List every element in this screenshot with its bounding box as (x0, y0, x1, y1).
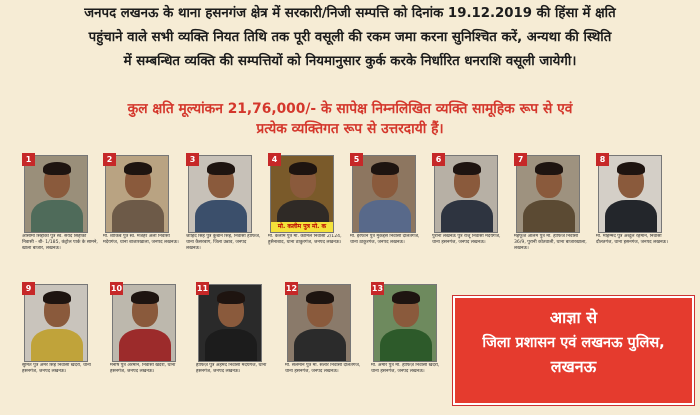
header-line-1: जनपद लखनऊ के थाना हसनगंज क्षेत्र में सरकारी/निजी सम्पत्ति को दिनांक 19.12.2019 की हिंसा में क्षति (84, 6, 616, 21)
authority-line-2: जिला प्रशासन एवं लखनऊ पुलिस, (482, 335, 665, 351)
person-photo (198, 284, 262, 362)
person-number-badge: 11 (196, 284, 209, 293)
person-caption: मो. अमीर पुत्र मो. हाफिज़ निवासी खदरा, थाना हसनगंज, जनपद लखनऊ। (371, 363, 440, 374)
person-number-badge: 4 (268, 153, 281, 166)
person-photo (434, 155, 498, 233)
header-line-2: पहुंचाने वाले सभी व्यक्ति नियत तिथि तक पूरी वसूली की रकम जमा करना सुनिश्चित करें, अन्यथा की स्थिति (88, 30, 612, 45)
person-photo (105, 155, 169, 233)
person-photo (24, 155, 88, 233)
authority-box (453, 296, 694, 405)
person-caption: ओसामा सिद्दीकी पुत्र स्व. सैयद सिद्दीकी निवासी - बी- 1/185, कंट्रोल पार्क के सामने, खाला बाजार, लखनऊ। (22, 234, 98, 251)
person-caption: जाहिद सिंह पुत्र कुर्बान सिंह, निवासी हाफिज, थाना कैसरबाग, जिला उन्नाव, जनपद लखनऊ। (186, 234, 261, 251)
person-photo (188, 155, 252, 233)
person-number-badge: 6 (432, 153, 445, 166)
authority-line-3: लखनऊ (550, 357, 597, 376)
header-line-3: में सम्बन्धित व्यक्ति की सम्पत्तियों को नियमानुसार कुर्क करके निर्धारित धनराशि वसूली जायेगी। (123, 54, 577, 69)
person-number-badge: 8 (596, 153, 609, 166)
authority-line-1: आज्ञा से (549, 308, 598, 327)
person-name-tag: मो. कलीम पुत्र मो. क (271, 222, 333, 232)
person-caption: मो. कलीम पुत्र मो. कामिल निवासी 2/124, हुसैनाबाद, थाना ठाकुरगंज, जनपद लखनऊ। (268, 234, 342, 245)
person-caption: मो. इरफान पुत्र मुकद्दस निवासी दौलतगंज, थाना ठाकुरगंज, जनपद लखनऊ। (350, 234, 420, 245)
person-caption: मो. मोहम्मद पुत्र अब्दुल रहमान, निवासी दौलतगंज, थाना हसनगंज, जनपद लखनऊ। (596, 234, 668, 245)
person-number-badge: 3 (186, 153, 199, 166)
person-number-badge: 7 (514, 153, 527, 166)
damage-assessment-subheading (30, 99, 670, 139)
person-photo (287, 284, 351, 362)
subheading-line-2: प्रत्येक व्यक्तिगत रूप से उत्तरदायी हैं। (256, 121, 444, 137)
person-photo (352, 155, 416, 233)
person-photo (516, 155, 580, 233)
person-photo (112, 284, 176, 362)
person-number-badge: 12 (285, 284, 298, 293)
person-number-badge: 5 (350, 153, 363, 166)
person-photo (270, 155, 334, 233)
person-number-badge: 9 (22, 282, 35, 295)
person-number-badge: 1 (22, 153, 35, 166)
person-caption: मो. सलमान पुत्र मो. सलार निवासी दौलतगंज, थाना हसनगंज, जनपद लखनऊ। (285, 363, 361, 374)
person-photo (598, 155, 662, 233)
person-number-badge: 13 (371, 284, 384, 293)
person-caption: मो. शाकिब पुत्र स्व. मजहर अली निवासी मदेयगंज, थाना बाजारखाला, जनपद लखनऊ। (103, 234, 179, 245)
person-photo (24, 284, 88, 362)
person-caption: मनीष पुत्र अरमान, निवासी खदरा, थाना हसनगंज, जनपद लखनऊ। (110, 363, 176, 374)
person-number-badge: 2 (103, 153, 116, 166)
subheading-line-1: कुल क्षति मूल्यांकन 21,76,000/- के सापेक्ष निम्नलिखित व्यक्ति सामूहिक रूप से एवं (127, 101, 573, 117)
person-number-badge: 10 (110, 284, 123, 293)
notice-header (8, 2, 692, 74)
person-caption: महफूज आलम पुत्र मो. हाफिज निवासी 36/9, पुरानी कोतवाली, थाना बाजारखाला, लखनऊ। (514, 234, 587, 251)
person-photo (373, 284, 437, 362)
person-caption: हाफिज़ पुत्र अहमद निवासी मदेयगंज, थाना हसनगंज, जनपद लखनऊ। (196, 363, 267, 374)
person-caption: पुरानी लखनऊ पुत्र राजू निवासी मदेयगंज, थाना हसनगंज, जनपद लखनऊ। (432, 234, 501, 245)
person-caption: सुमित पुत्र अमर सिंह निवासी खदरा, थाना हसनगंज, जनपद लखनऊ। (22, 363, 91, 374)
